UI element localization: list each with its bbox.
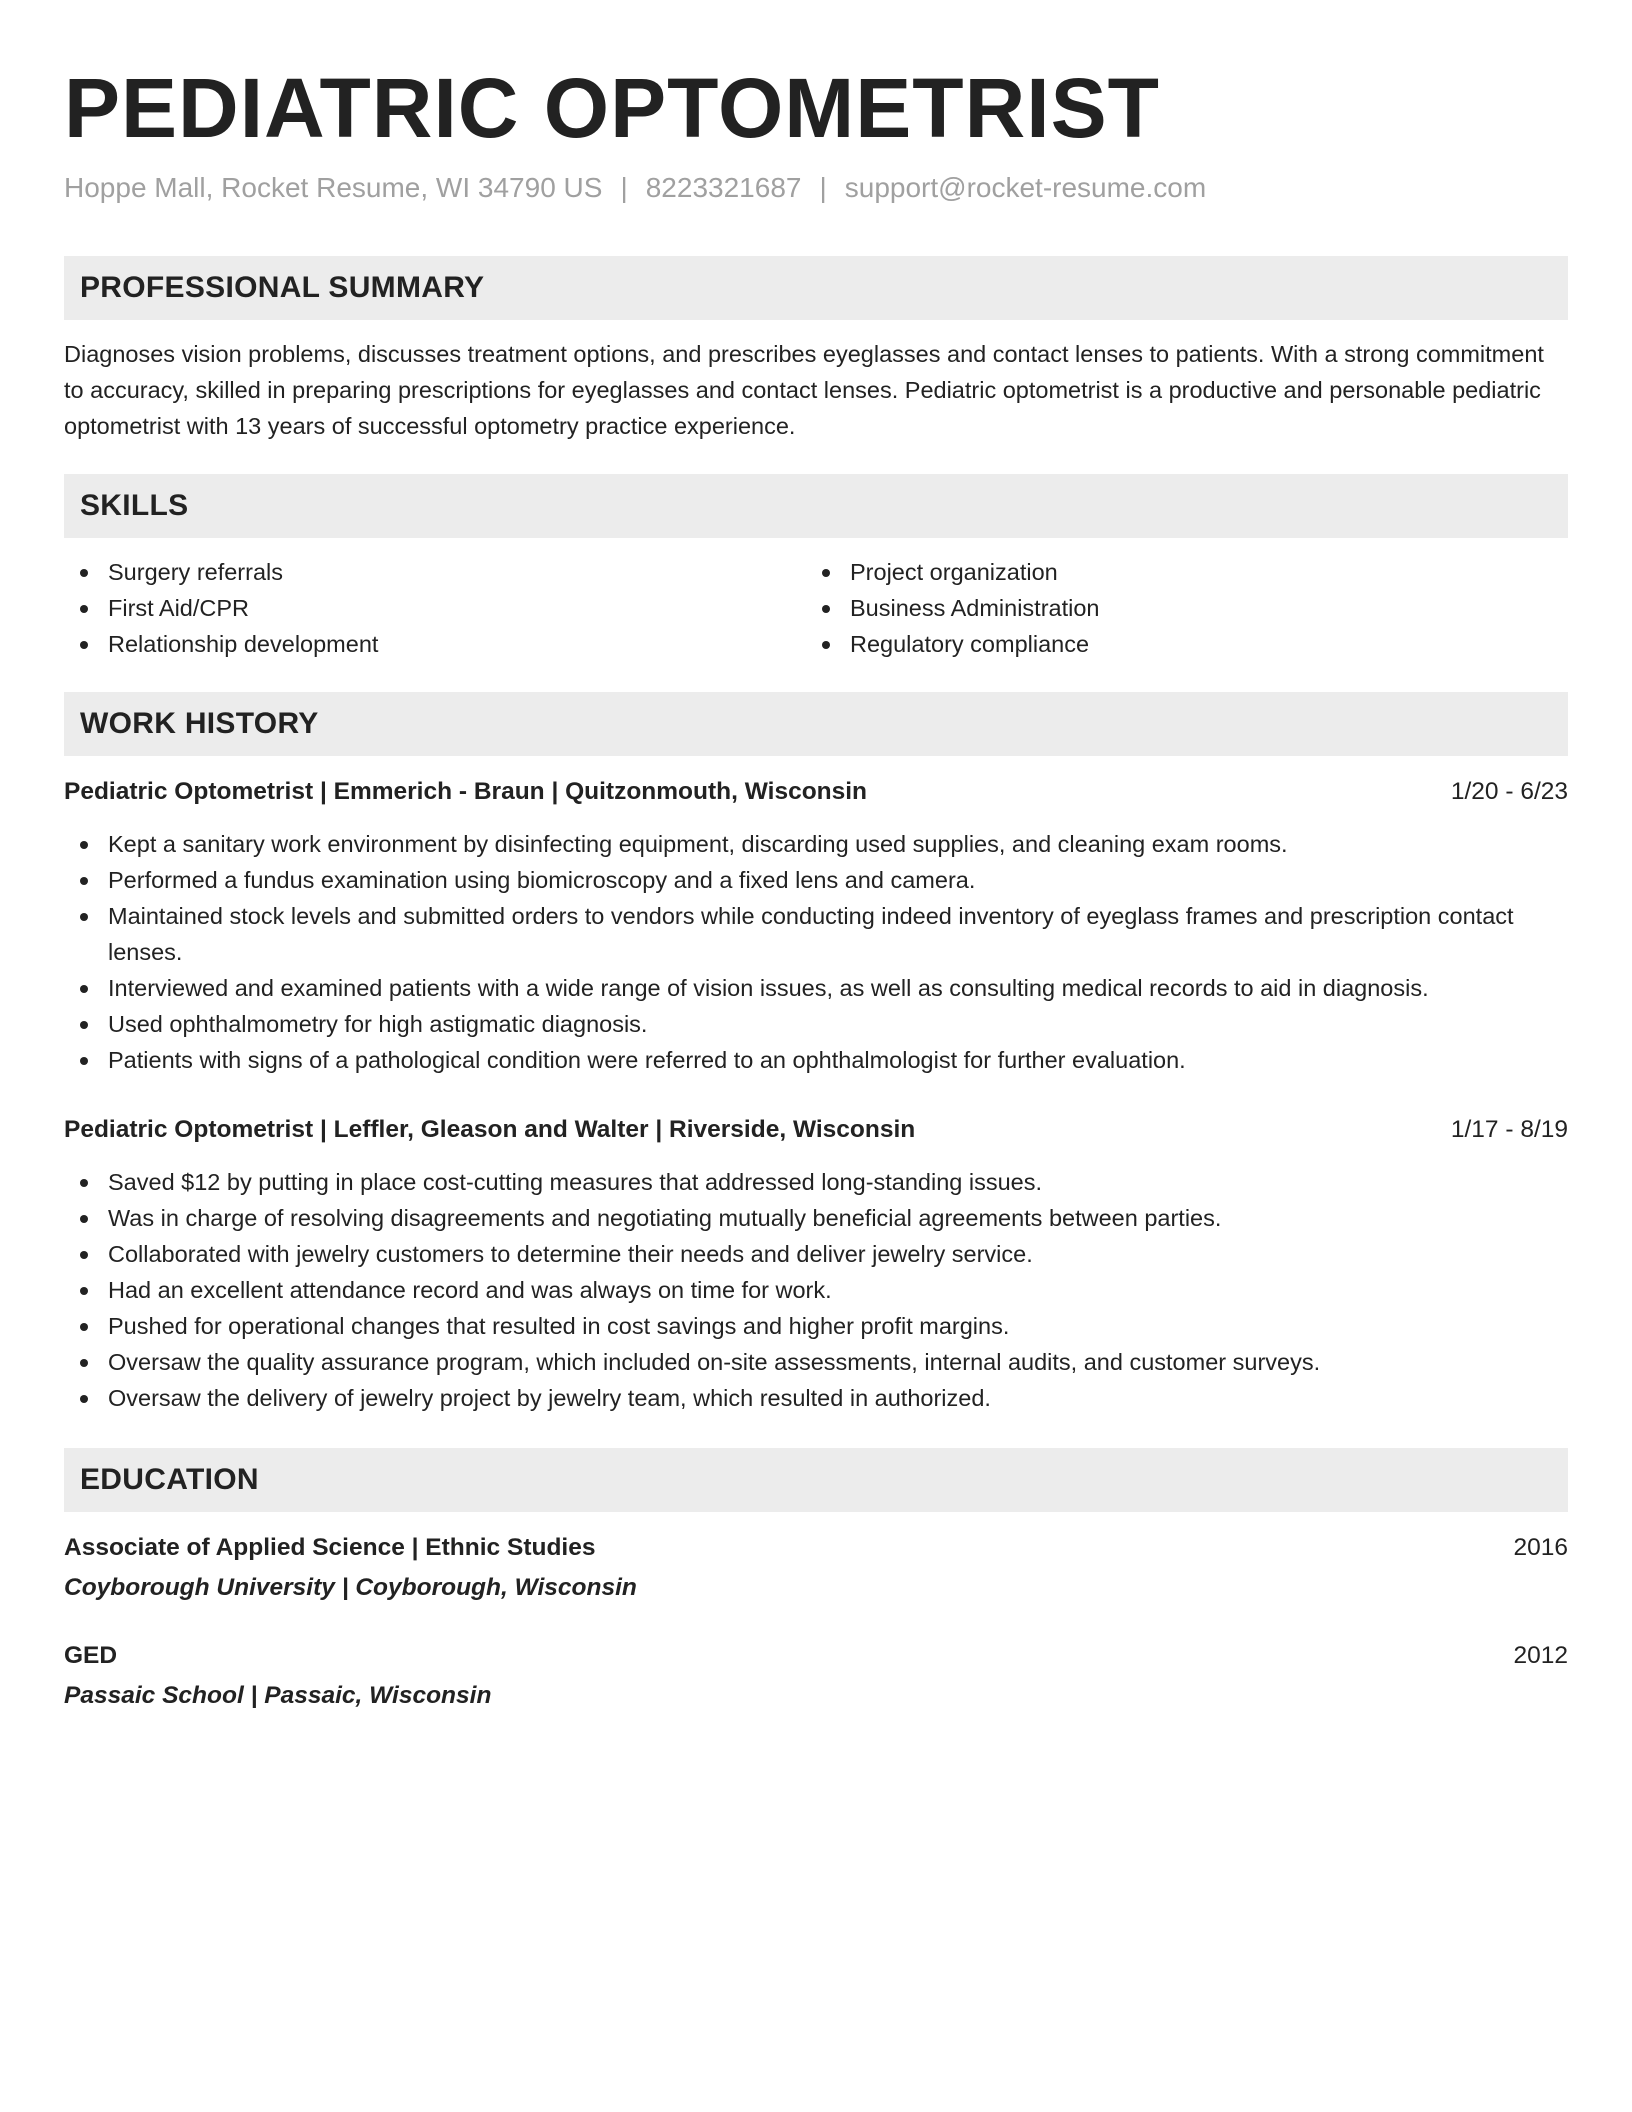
contact-line [64, 168, 1568, 208]
job-bullet: Saved $12 by putting in place cost-cutting measures that addressed long-standing issues. [64, 1164, 1568, 1200]
job-bullet: Performed a fundus examination using biomicroscopy and a fixed lens and camera. [64, 862, 1568, 898]
skill-item: Project organization [806, 554, 1548, 590]
section-header-summary: PROFESSIONAL SUMMARY [64, 256, 1568, 320]
skill-item: Relationship development [64, 626, 806, 662]
job-bullet: Interviewed and examined patients with a wide range of vision issues, as well as consulting medical records to aid in diagnosis. [64, 970, 1568, 1006]
job-bullet: Oversaw the quality assurance program, which included on-site assessments, internal audits, and customer surveys. [64, 1344, 1568, 1380]
skills-list [64, 554, 1568, 662]
contact-phone: 8223321687 [645, 172, 802, 203]
education-year: 2016 [1513, 1534, 1568, 1561]
job-bullets [64, 1164, 1568, 1416]
job-bullets [64, 826, 1568, 1078]
education-heading [64, 1638, 1568, 1674]
contact-address: Hoppe Mall, Rocket Resume, WI 34790 US [64, 172, 603, 203]
education-degree: Associate of Applied Science | Ethnic Studies [64, 1534, 596, 1561]
job-title: Pediatric Optometrist | Emmerich - Braun | Quitzonmouth, Wisconsin [64, 778, 868, 805]
education-school: Coyborough University | Coyborough, Wisconsin [64, 1574, 637, 1601]
job-bullet: Maintained stock levels and submitted orders to vendors while conducting indeed inventory of eyeglass frames and prescription contact lenses. [64, 898, 1568, 970]
job-bullet: Had an excellent attendance record and was always on time for work. [64, 1272, 1568, 1308]
summary-text: Diagnoses vision problems, discusses treatment options, and prescribes eyeglasses and contact lenses to patients. With a strong commitment to accuracy, skilled in preparing prescriptions for eyeglasses and contact lenses. Pediatric optometrist is a productive and personable pediatric optometrist with 13 years of successful optometry practice experience. [64, 341, 1544, 439]
education-degree: GED [64, 1642, 118, 1669]
skills-column-right [806, 554, 1548, 662]
skill-item: Business Administration [806, 590, 1548, 626]
job-bullet: Used ophthalmometry for high astigmatic diagnosis. [64, 1006, 1568, 1042]
job-bullet: Collaborated with jewelry customers to determine their needs and deliver jewelry service. [64, 1236, 1568, 1272]
education-year: 2012 [1513, 1642, 1568, 1669]
job-dates: 1/20 - 6/23 [1450, 778, 1568, 805]
skill-item: First Aid/CPR [64, 590, 806, 626]
job-bullet: Oversaw the delivery of jewelry project by jewelry team, which resulted in authorized. [64, 1380, 1568, 1416]
job-heading [64, 774, 1568, 810]
contact-email: support@rocket-resume.com [844, 172, 1207, 203]
job-bullet: Was in charge of resolving disagreements and negotiating mutually beneficial agreements between parties. [64, 1200, 1568, 1236]
education-heading [64, 1530, 1568, 1566]
job-dates: 1/17 - 8/19 [1450, 1116, 1568, 1143]
skill-item: Surgery referrals [64, 554, 806, 590]
job-bullet: Patients with signs of a pathological condition were referred to an ophthalmologist for further evaluation. [64, 1042, 1568, 1078]
skill-item: Regulatory compliance [806, 626, 1548, 662]
section-header-skills: SKILLS [64, 474, 1568, 538]
contact-separator: | [819, 172, 827, 203]
job-bullet: Kept a sanitary work environment by disinfecting equipment, discarding used supplies, and cleaning exam rooms. [64, 826, 1568, 862]
section-header-work-history: WORK HISTORY [64, 692, 1568, 756]
contact-separator: | [620, 172, 628, 203]
skills-column-left [64, 554, 806, 662]
resume-name: PEDIATRIC OPTOMETRIST [64, 61, 1160, 155]
job-heading [64, 1112, 1568, 1148]
education-school: Passaic School | Passaic, Wisconsin [64, 1682, 492, 1709]
job-title: Pediatric Optometrist | Leffler, Gleason and Walter | Riverside, Wisconsin [64, 1116, 916, 1143]
job-bullet: Pushed for operational changes that resulted in cost savings and higher profit margins. [64, 1308, 1568, 1344]
section-header-education: EDUCATION [64, 1448, 1568, 1512]
